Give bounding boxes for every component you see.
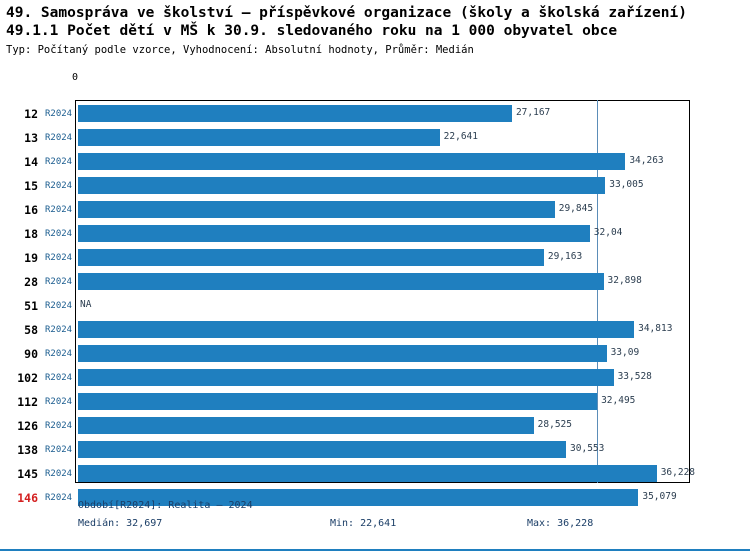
row-category-label: 58: [24, 323, 38, 337]
row-period-label: R2024: [45, 445, 73, 455]
legend-period: Období[R2024]: Realita – 2024: [78, 500, 253, 511]
row-period-label: R2024: [45, 493, 73, 503]
bar-value-label: 36,228: [660, 467, 696, 478]
bar-row[interactable]: [0, 222, 750, 246]
bar-value-label: 27,167: [515, 107, 551, 118]
bar[interactable]: [78, 129, 440, 146]
bar-value-label: 29,845: [558, 203, 594, 214]
bar[interactable]: [78, 153, 625, 170]
bar-container: [78, 438, 750, 462]
row-period-label: R2024: [45, 373, 73, 383]
bar[interactable]: [78, 393, 597, 410]
row-category-label: 145: [17, 467, 38, 481]
bar-value-label: 34,263: [629, 155, 664, 166]
bar-container: [78, 102, 750, 126]
bar[interactable]: [78, 369, 614, 386]
row-category-label: 51: [24, 299, 38, 313]
bar[interactable]: [78, 417, 534, 434]
bar-row[interactable]: [0, 126, 750, 150]
row-category-label: 146: [17, 491, 38, 505]
row-period-label: R2024: [45, 301, 73, 311]
page-title-line2: 49.1.1 Počet dětí v MŠ k 30.9. sledovaného roku na 1 000 obyvatel obce: [6, 23, 618, 39]
row-category-label: 90: [24, 347, 38, 361]
row-period-label: R2024: [45, 349, 73, 359]
bar-value-label: 32,898: [607, 275, 642, 286]
bar-container: [78, 174, 750, 198]
bar-row[interactable]: [0, 174, 750, 198]
row-category-label: 102: [17, 371, 38, 385]
axis-zero-label: 0: [72, 72, 79, 83]
bar-row[interactable]: [0, 366, 750, 390]
bar-row[interactable]: [0, 198, 750, 222]
row-period-label: R2024: [45, 397, 73, 407]
bar-na-label: NA: [80, 299, 92, 310]
footer-stats: [0, 518, 750, 532]
bar-container: [78, 342, 750, 366]
row-category-label: 18: [24, 227, 38, 241]
bar-row[interactable]: [0, 294, 750, 318]
bar-row[interactable]: [0, 246, 750, 270]
bar[interactable]: [78, 225, 590, 242]
bar-row[interactable]: [0, 318, 750, 342]
bar-row[interactable]: [0, 462, 750, 486]
bar-container: [78, 222, 750, 246]
bar[interactable]: [78, 201, 555, 218]
bar[interactable]: [78, 177, 605, 194]
bar-container: [78, 198, 750, 222]
row-period-label: R2024: [45, 469, 73, 479]
bar-value-label: 32,495: [601, 395, 636, 406]
row-period-label: R2024: [45, 133, 73, 143]
bar-rows: [0, 102, 750, 510]
bar-value-label: 22,641: [443, 131, 478, 142]
bar[interactable]: [78, 441, 566, 458]
row-category-label: 15: [24, 179, 38, 193]
bar-container: [78, 126, 750, 150]
bar-row[interactable]: [0, 342, 750, 366]
row-period-label: R2024: [45, 109, 73, 119]
bar-container: [78, 246, 750, 270]
row-period-label: R2024: [45, 229, 73, 239]
row-category-label: 13: [24, 131, 38, 145]
bar-value-label: 33,09: [610, 347, 640, 358]
stat-min: Min: 22,641: [330, 518, 397, 529]
row-category-label: 19: [24, 251, 38, 265]
bar[interactable]: [78, 249, 544, 266]
bar[interactable]: [78, 321, 634, 338]
bar-container: [78, 294, 750, 318]
chart-area: [0, 72, 750, 505]
row-category-label: 112: [17, 395, 38, 409]
row-period-label: R2024: [45, 421, 73, 431]
bar-row[interactable]: [0, 438, 750, 462]
row-period-label: R2024: [45, 205, 73, 215]
row-category-label: 16: [24, 203, 38, 217]
bar-container: [78, 462, 750, 486]
page-title-line1: 49. Samospráva ve školství – příspěvkové organizace (školy a školská zařízení): [6, 5, 687, 21]
row-category-label: 12: [24, 107, 38, 121]
row-category-label: 28: [24, 275, 38, 289]
bar-value-label: 32,04: [593, 227, 623, 238]
stat-max: Max: 36,228: [527, 518, 594, 529]
chart-subtitle: Typ: Počítaný podle vzorce, Vyhodnocení: Absolutní hodnoty, Průměr: Medián: [6, 44, 474, 56]
bar-row[interactable]: [0, 414, 750, 438]
bar-container: [78, 366, 750, 390]
bar-container: [78, 150, 750, 174]
bar-row[interactable]: [0, 270, 750, 294]
bar-value-label: 34,813: [638, 323, 673, 334]
row-period-label: R2024: [45, 181, 73, 191]
bar-value-label: 33,005: [609, 179, 644, 190]
bar[interactable]: [78, 105, 512, 122]
bar-container: [78, 318, 750, 342]
bar-value-label: 29,163: [547, 251, 583, 262]
row-category-label: 14: [24, 155, 38, 169]
bar[interactable]: [78, 465, 657, 482]
row-category-label: 138: [17, 443, 38, 457]
row-period-label: R2024: [45, 277, 73, 287]
bar-row[interactable]: [0, 390, 750, 414]
bar-container: [78, 414, 750, 438]
chart-header: [0, 0, 750, 57]
row-period-label: R2024: [45, 253, 73, 263]
bar-value-label: 28,525: [537, 419, 572, 430]
bar[interactable]: [78, 345, 607, 362]
bar-container: [78, 390, 750, 414]
row-category-label: 126: [17, 419, 38, 433]
bar-value-label: 30,553: [570, 443, 605, 454]
bar-row[interactable]: [0, 102, 750, 126]
bar-row[interactable]: [0, 150, 750, 174]
bar[interactable]: [78, 273, 604, 290]
bar-value-label: 35,079: [642, 491, 677, 502]
row-period-label: R2024: [45, 325, 73, 335]
stat-median: Medián: 32,697: [78, 518, 163, 529]
plot-region: [0, 88, 750, 505]
bottom-rule: [0, 549, 750, 551]
bar-value-label: 33,528: [617, 371, 652, 382]
bar-container: [78, 270, 750, 294]
row-period-label: R2024: [45, 157, 73, 167]
